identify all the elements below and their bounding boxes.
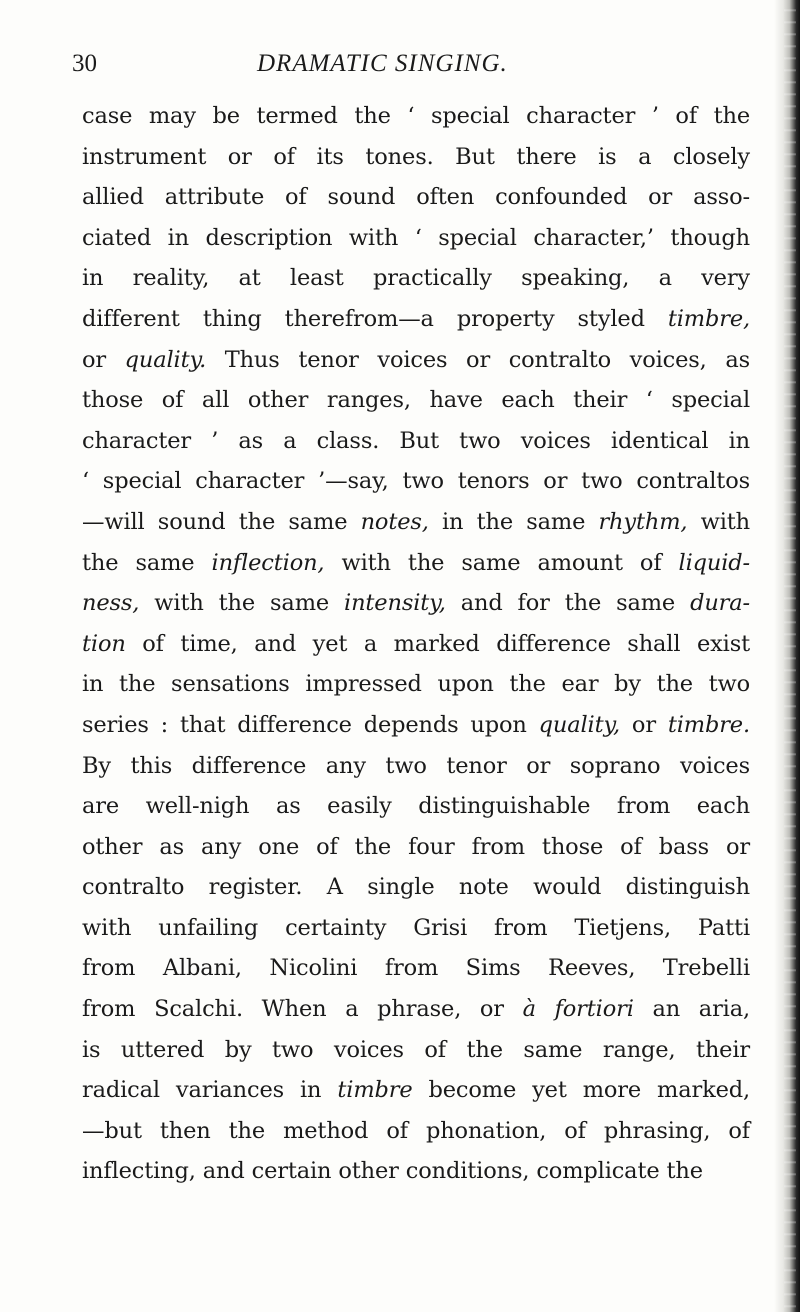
text-segment: with — [687, 508, 750, 535]
text-segment: By this difference any two tenor or soprano voices — [82, 752, 750, 779]
running-head: DRAMATIC SINGING. — [257, 50, 508, 77]
text-line — [82, 299, 750, 340]
text-line — [82, 340, 750, 381]
body-text — [82, 96, 750, 1192]
text-line — [82, 1070, 750, 1111]
text-line — [82, 137, 750, 178]
text-line — [82, 502, 750, 543]
text-segment: character ’ as a class. But two voices identical in — [82, 427, 750, 454]
text-segment: —will sound the same — [82, 508, 361, 535]
text-segment: Thus tenor voices or contralto voices, as — [206, 346, 750, 373]
italic-segment: liquid- — [678, 549, 750, 576]
text-segment: and for the same — [445, 590, 691, 617]
italic-segment: timbre — [337, 1077, 413, 1104]
text-segment: are well-nigh as easily distinguishable from each — [82, 793, 750, 820]
page-number: 30 — [72, 50, 97, 77]
text-line — [82, 786, 750, 827]
text-line — [82, 1030, 750, 1071]
text-segment: ciated in description with ‘ special character,’ though — [82, 224, 750, 251]
italic-segment: quality, — [538, 711, 621, 738]
italic-segment: timbre. — [667, 711, 750, 738]
italic-segment: à fortiori — [522, 996, 634, 1023]
text-line — [82, 1111, 750, 1152]
text-segment: case may be termed the ‘ special character ’ of the — [82, 103, 750, 129]
page-edge-texture — [784, 0, 796, 1312]
text-line — [82, 218, 750, 259]
text-line — [82, 380, 750, 421]
text-line — [82, 948, 750, 989]
text-segment: with the same — [139, 590, 345, 617]
text-line — [82, 867, 750, 908]
text-segment: with unfailing certainty Grisi from Tietjens, Patti — [82, 914, 750, 941]
text-line — [82, 258, 750, 299]
text-segment: other as any one of the four from those of bass or — [82, 833, 750, 860]
italic-segment: tion — [82, 630, 126, 657]
text-segment: inflecting, and certain other conditions, complicate the — [82, 1158, 703, 1185]
text-segment: is uttered by two voices of the same range, their — [82, 1036, 750, 1063]
text-segment: allied attribute of sound often confounded or asso- — [82, 184, 750, 211]
italic-segment: quality. — [124, 346, 207, 373]
text-segment: radical variances in — [82, 1077, 338, 1104]
text-segment: ‘ special character ’—say, two tenors or two contraltos — [82, 468, 750, 495]
text-segment: or — [620, 711, 668, 738]
text-line — [82, 746, 750, 787]
italic-segment: notes, — [360, 508, 429, 535]
italic-segment: intensity, — [344, 590, 446, 617]
page-header — [72, 50, 744, 80]
text-line — [82, 177, 750, 218]
text-line — [82, 705, 750, 746]
text-segment: of time, and yet a marked difference shall exist — [125, 630, 750, 657]
text-segment: —but then the method of phonation, of phrasing, of — [82, 1117, 750, 1144]
text-line — [82, 624, 750, 665]
text-segment: instrument or of its tones. But there is a closely — [82, 143, 750, 170]
text-line — [82, 989, 750, 1030]
text-segment: with the same amount of — [324, 549, 679, 576]
italic-segment: timbre, — [667, 305, 750, 332]
text-segment: series : that difference depends upon — [82, 711, 539, 738]
text-segment: or — [82, 346, 125, 373]
text-line — [82, 908, 750, 949]
text-segment: from Scalchi. When a phrase, or — [82, 996, 523, 1023]
text-segment: in the sensations impressed upon the ear by the two — [82, 671, 750, 698]
text-line — [82, 461, 750, 502]
text-segment: different thing therefrom—a property styled — [82, 305, 668, 332]
text-line — [82, 827, 750, 868]
text-line — [82, 664, 750, 705]
text-line — [82, 421, 750, 462]
text-segment: those of all other ranges, have each their ‘ special — [82, 387, 750, 414]
text-segment: an aria, — [633, 996, 750, 1023]
text-line — [82, 583, 750, 624]
text-line — [82, 96, 750, 137]
italic-segment: dura- — [690, 590, 750, 617]
text-segment: the same — [82, 549, 212, 576]
text-segment: contralto register. A single note would distinguish — [82, 874, 750, 901]
text-line — [82, 543, 750, 584]
text-line — [82, 1151, 742, 1192]
italic-segment: rhythm, — [598, 508, 688, 535]
italic-segment: ness, — [82, 590, 140, 617]
text-segment: in the same — [428, 508, 599, 535]
text-segment: in reality, at least practically speaking, a very — [82, 265, 750, 292]
text-segment: from Albani, Nicolini from Sims Reeves, Trebelli — [82, 955, 750, 982]
text-segment: become yet more marked, — [412, 1077, 751, 1104]
italic-segment: inflection, — [211, 549, 325, 576]
